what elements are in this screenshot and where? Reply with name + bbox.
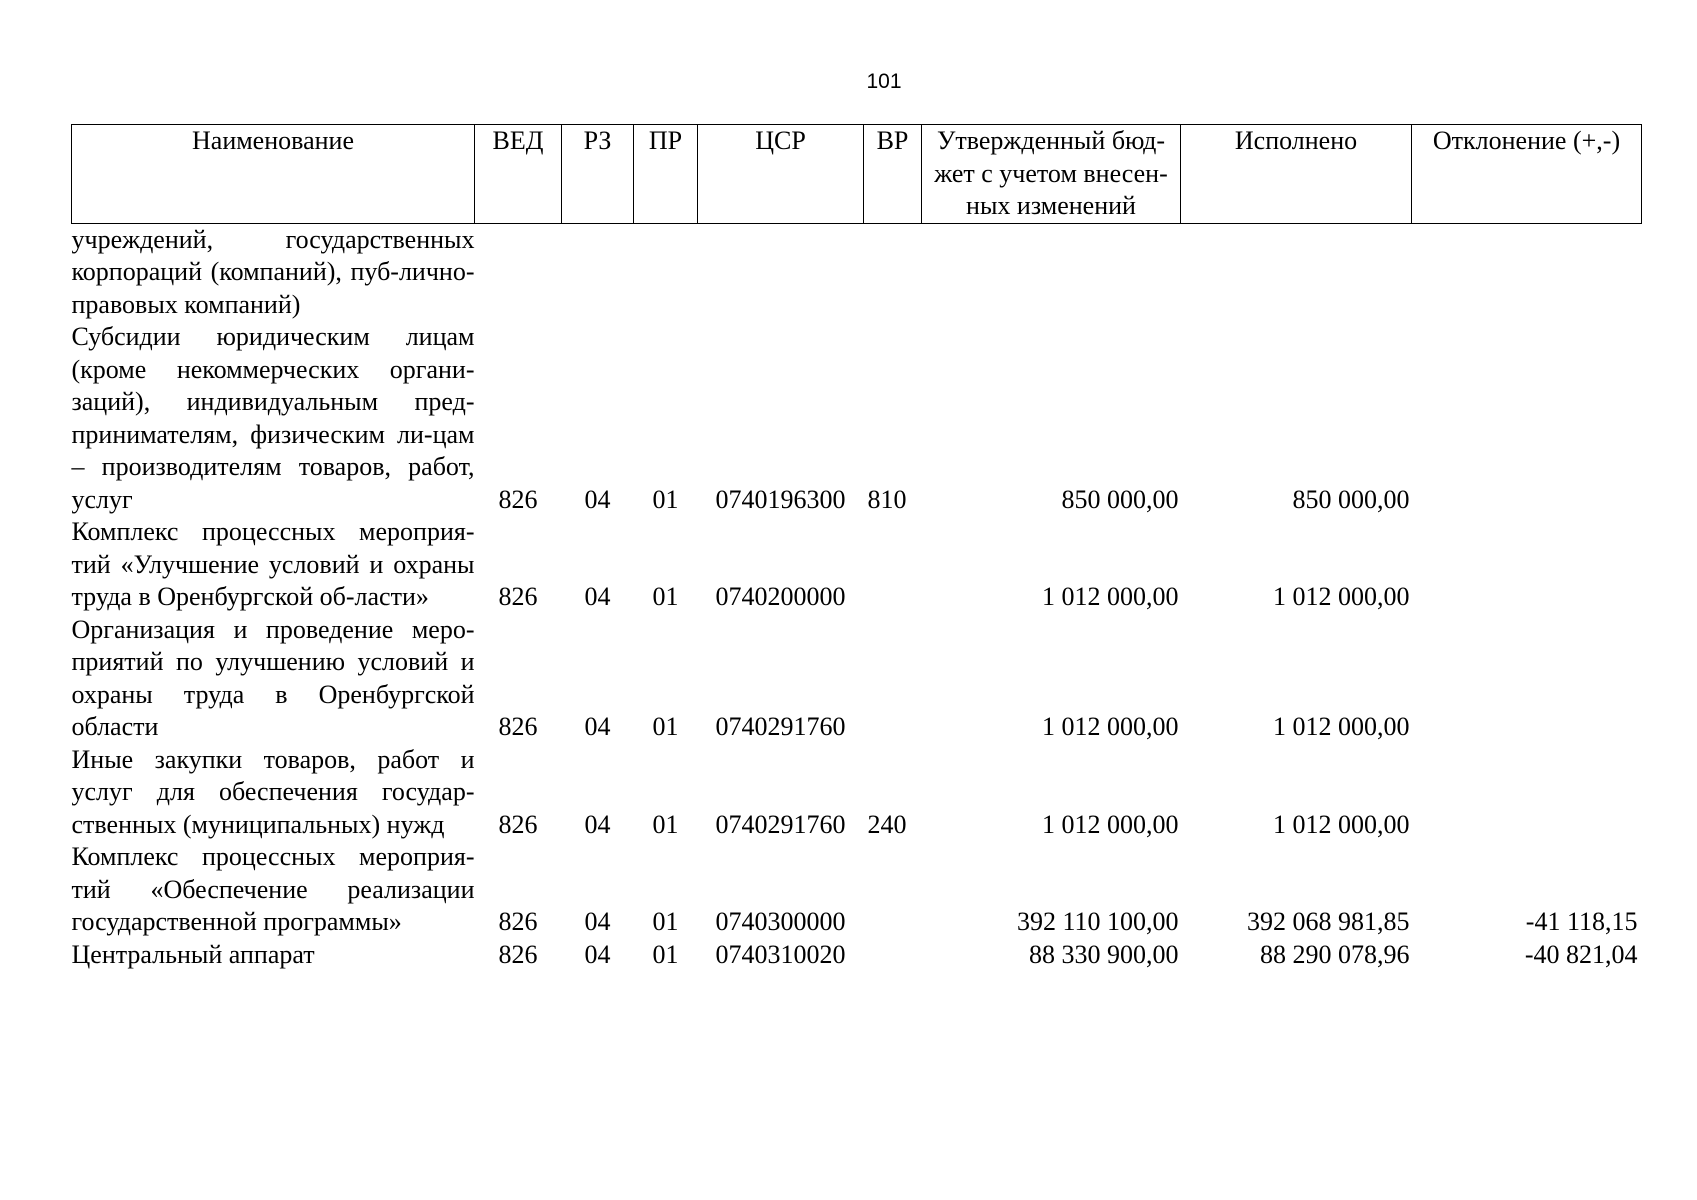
budget-table	[71, 124, 1642, 971]
row-csr: 0740200000	[715, 582, 846, 611]
row-name: Центральный аппарат	[71, 939, 315, 969]
table-row	[72, 321, 1642, 516]
row-budget: 392 110 100,00	[1016, 907, 1179, 936]
row-pr: 01	[652, 939, 679, 969]
row-name: Комплекс процессных мероприя-тий «Обеспечение реализации государственной программы»	[71, 842, 475, 936]
row-executed: 1 012 000,00	[1273, 809, 1410, 839]
row-vr	[864, 223, 922, 321]
row-pr: 01	[652, 907, 679, 936]
row-vr	[864, 939, 922, 972]
row-rz: 04	[584, 712, 611, 741]
row-budget: 1 012 000,00	[1042, 712, 1179, 741]
row-deviation	[1412, 744, 1642, 842]
row-budget	[922, 223, 1181, 321]
row-vr	[864, 614, 922, 744]
row-budget: 1 012 000,00	[1042, 809, 1179, 839]
row-executed: 392 068 981,85	[1247, 907, 1410, 936]
header-executed: Исполнено	[1181, 125, 1412, 224]
row-executed: 1 012 000,00	[1273, 712, 1410, 741]
row-pr: 01	[652, 809, 679, 839]
row-ved: 826	[498, 484, 538, 514]
row-deviation	[1412, 516, 1642, 614]
row-ved	[475, 223, 562, 321]
page-number: 101	[866, 70, 902, 93]
row-pr: 01	[652, 484, 679, 514]
row-vr: 240	[867, 809, 907, 839]
table-body	[72, 223, 1642, 971]
row-pr: 01	[652, 712, 679, 741]
row-deviation	[1412, 321, 1642, 516]
row-name: Комплекс процессных мероприя-тий «Улучшение условий и охраны труда в Оренбургской об-ласти»	[71, 517, 475, 611]
row-csr	[698, 223, 864, 321]
row-vr	[864, 841, 922, 939]
row-name: Иные закупки товаров, работ и услуг для обеспечения государ-ственных (муниципальных) нужд	[71, 744, 475, 839]
row-vr: 810	[867, 484, 907, 514]
row-budget: 88 330 900,00	[1029, 939, 1179, 969]
header-rz: РЗ	[562, 125, 634, 224]
table-row	[72, 614, 1642, 744]
row-name: Субсидии юридическим лицам (кроме некоммерческих органи-заций), индивидуальным пред-принимателям, физическим ли-цам – производителям товаров, работ, услуг	[71, 322, 475, 514]
table-header	[72, 125, 1642, 224]
row-name: Организация и проведение меро-приятий по улучшению условий и охраны труда в Оренбургской области	[71, 614, 475, 741]
row-ved: 826	[498, 582, 538, 611]
row-ved: 826	[498, 939, 538, 969]
row-rz: 04	[584, 484, 611, 514]
row-csr: 0740300000	[715, 907, 846, 936]
row-vr	[864, 516, 922, 614]
header-ved: ВЕД	[475, 125, 562, 224]
row-ved: 826	[498, 809, 538, 839]
row-name: учреждений, государственных корпораций (компаний), пуб-лично-правовых компаний)	[71, 224, 475, 319]
header-name: Наименование	[72, 125, 475, 224]
table-row	[72, 223, 1642, 321]
row-executed: 1 012 000,00	[1273, 582, 1410, 611]
table-row	[72, 744, 1642, 842]
header-vr: ВР	[864, 125, 922, 224]
row-rz: 04	[584, 939, 611, 969]
row-ved: 826	[498, 712, 538, 741]
row-deviation: -41 118,15	[1525, 907, 1638, 936]
row-csr: 0740196300	[715, 484, 846, 514]
row-deviation: -40 821,04	[1524, 939, 1638, 969]
row-executed: 850 000,00	[1292, 484, 1410, 514]
header-pr: ПР	[634, 125, 698, 224]
row-rz: 04	[584, 809, 611, 839]
table-row	[72, 516, 1642, 614]
table-row	[72, 841, 1642, 939]
row-csr: 0740291760	[715, 712, 846, 741]
row-pr	[634, 223, 698, 321]
row-budget: 1 012 000,00	[1042, 582, 1179, 611]
row-deviation	[1412, 614, 1642, 744]
row-budget: 850 000,00	[1061, 484, 1179, 514]
table-row	[72, 939, 1642, 972]
row-rz	[562, 223, 634, 321]
row-csr: 0740291760	[715, 809, 846, 839]
row-ved: 826	[498, 907, 538, 936]
header-budget: Утвержденный бюд-жет с учетом внесен-ных изменений	[922, 125, 1181, 224]
header-csr: ЦСР	[698, 125, 864, 224]
row-rz: 04	[584, 907, 611, 936]
row-executed: 88 290 078,96	[1260, 939, 1410, 969]
row-executed	[1181, 223, 1412, 321]
row-csr: 0740310020	[715, 939, 846, 969]
row-rz: 04	[584, 582, 611, 611]
row-pr: 01	[652, 582, 679, 611]
row-deviation	[1412, 223, 1642, 321]
header-deviation: Отклонение (+,-)	[1412, 125, 1642, 224]
